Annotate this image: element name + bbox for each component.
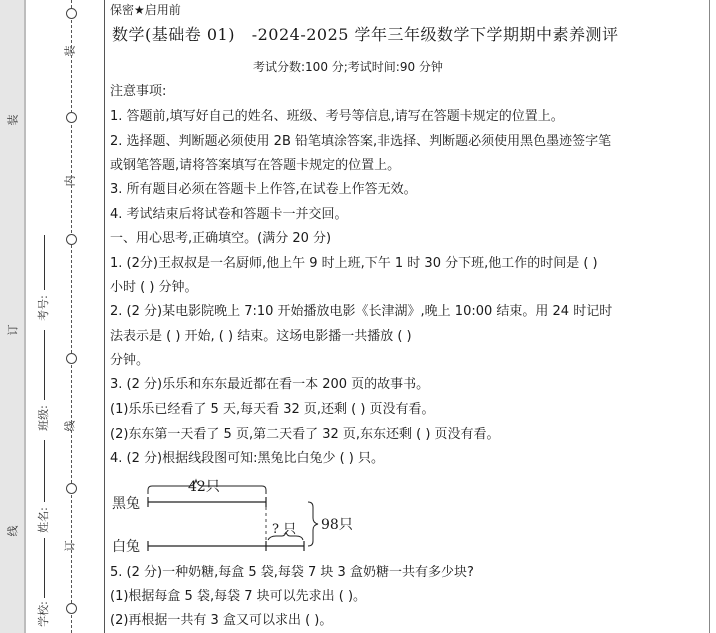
gutter-char: 内 <box>63 175 77 187</box>
question-5: 5. (2 分)一种奶糖,每盒 5 袋,每袋 7 块 3 盒奶糖一共有多少块? <box>110 565 474 580</box>
black-rabbit-label: 黑兔 <box>112 496 140 512</box>
question-3-part-1: (1)乐乐已经看了 5 天,每天看 32 页,还剩 ( ) 页没有看。 <box>110 402 435 417</box>
question-2-line-2: 法表示是 ( ) 开始, ( ) 结束。这场电影播一共播放 ( ) <box>110 329 412 344</box>
page-left-border <box>104 0 105 633</box>
notice-item: 3. 所有题目必须在答题卡上作答,在试卷上作答无效。 <box>110 182 417 197</box>
name-field-label: 姓名: <box>36 507 50 533</box>
notice-item: 1. 答题前,填写好自己的姓名、班级、考号等信息,请写在答题卡规定的位置上。 <box>110 109 564 124</box>
question-3-part-2: (2)东东第一天看了 5 页,第二天看了 32 页,东东还剩 ( ) 页没有看。 <box>110 427 500 442</box>
name-field-line <box>44 440 45 502</box>
binding-ring <box>66 353 77 364</box>
exam-title <box>112 26 619 44</box>
binding-strip <box>0 0 25 633</box>
exam-no-field-line <box>44 235 45 290</box>
question-4: 4. (2 分)根据线段图可知:黑兔比白兔少 ( ) 只。 <box>110 451 385 466</box>
notice-item: 或钢笔答题,请将答案填写在答题卡规定的位置上。 <box>110 158 401 173</box>
total-brace <box>308 502 318 546</box>
unknown-label: ? 只 <box>272 522 297 537</box>
question-5-part-1: (1)根据每盒 5 袋,每袋 7 块可以先求出 ( )。 <box>110 589 367 604</box>
notice-item: 4. 考试结束后将试卷和答题卡一并交回。 <box>110 207 348 222</box>
segment-diagram <box>110 472 370 556</box>
gutter-char: 装 <box>6 114 20 126</box>
school-field-label: 学校: <box>36 601 50 627</box>
notice-item: 2. 选择题、判断题必须使用 2B 铅笔填涂答案,非选择、判断题必须使用黑色墨迹签字笔 <box>110 134 612 149</box>
secret-mark: 保密★启用前 <box>110 3 181 17</box>
question-2-line-3: 分钟。 <box>110 353 150 368</box>
gutter-char: 订 <box>63 540 77 552</box>
binding-ring <box>66 8 77 19</box>
top-label: 42只 <box>188 479 220 495</box>
gutter-char: 订 <box>6 324 20 336</box>
binding-ring <box>66 234 77 245</box>
question-5-part-2: (2)再根据一共有 3 盒又可以求出 ( )。 <box>110 613 333 628</box>
exam-title-subject: 数学(基础卷 01) <box>112 25 235 44</box>
binding-ring <box>66 112 77 123</box>
total-label: 98只 <box>321 517 353 533</box>
binding-dashed-line <box>71 0 72 633</box>
exam-title-year: -2024-2025 学年三年级数学下学期期中素养测评 <box>251 25 619 44</box>
page-right-border <box>709 0 710 633</box>
class-field-line <box>44 330 45 400</box>
white-rabbit-label: 白兔 <box>112 539 140 555</box>
question-1-line-2: 小时 ( ) 分钟。 <box>110 280 198 295</box>
class-field-label: 班级: <box>36 405 50 431</box>
notice-heading: 注意事项: <box>110 84 167 99</box>
binding-ring <box>66 603 77 614</box>
gutter-char: 线 <box>6 525 20 537</box>
binding-ring <box>66 483 77 494</box>
binding-strip-edge <box>24 0 26 633</box>
section-heading: 一、用心思考,正确填空。(满分 20 分) <box>110 231 332 246</box>
school-field-line <box>44 538 45 598</box>
exam-meta: 考试分数:100 分;考试时间:90 分钟 <box>253 60 443 74</box>
question-3: 3. (2 分)乐乐和东东最近都在看一本 200 页的故事书。 <box>110 377 430 392</box>
question-1-line-1: 1. (2分)王叔叔是一名厨师,他上午 9 时上班,下午 1 时 30 分下班,他工作的时间是 ( ) <box>110 256 598 271</box>
gutter-char: 线 <box>63 420 77 432</box>
gutter-char: 装 <box>63 45 77 57</box>
exam-no-field-label: 考号: <box>36 295 50 321</box>
question-2-line-1: 2. (2 分)某电影院晚上 7:10 开始播放电影《长津湖》,晚上 10:00 结束。用 24 时记时 <box>110 304 613 319</box>
